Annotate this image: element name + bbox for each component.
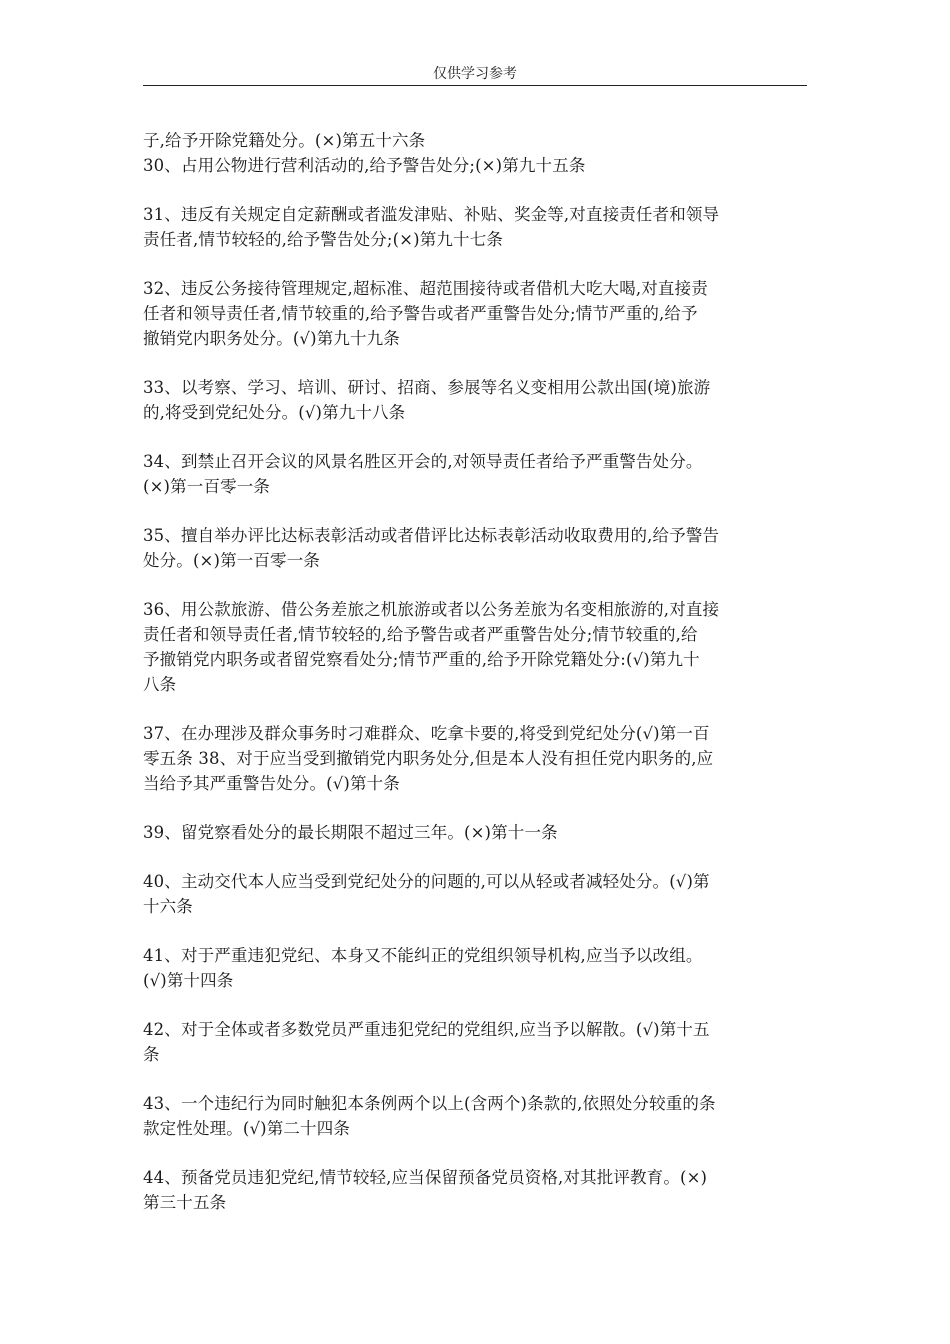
- paragraph-line: 第三十五条: [143, 1193, 227, 1212]
- paragraph: [143, 202, 809, 252]
- paragraph-line: 44、预备党员违犯党纪,情节较轻,应当保留预备党员资格,对其批评教育。(×): [143, 1168, 708, 1187]
- paragraph-line: 34、到禁止召开会议的风景名胜区开会的,对领导责任者给予严重警告处分。: [143, 452, 703, 471]
- paragraph-line: 35、擅自举办评比达标表彰活动或者借评比达标表彰活动收取费用的,给予警告: [143, 526, 720, 545]
- paragraph: [143, 1165, 809, 1215]
- header-divider: [143, 85, 807, 86]
- paragraph-line: 43、一个违纪行为同时触犯本条例两个以上(含两个)条款的,依照处分较重的条: [143, 1094, 716, 1113]
- paragraph: [143, 128, 809, 178]
- paragraph-line: 条: [143, 1045, 160, 1064]
- paragraph-line: 33、以考察、学习、培训、研讨、招商、参展等名义变相用公款出国(境)旅游: [143, 378, 711, 397]
- paragraph-line: 子,给予开除党籍处分。(×)第五十六条: [143, 131, 426, 150]
- paragraph-line: 42、对于全体或者多数党员严重违犯党纪的党组织,应当予以解散。(√)第十五: [143, 1020, 710, 1039]
- paragraph-line: 任者和领导责任者,情节较重的,给予警告或者严重警告处分;情节严重的,给予: [143, 304, 698, 323]
- paragraph-line: 39、留党察看处分的最长期限不超过三年。(×)第十一条: [143, 823, 558, 842]
- paragraph-line: 37、在办理涉及群众事务时刁难群众、吃拿卡要的,将受到党纪处分(√)第一百: [143, 724, 710, 743]
- paragraph: [143, 597, 809, 697]
- paragraph-line: 的,将受到党纪处分。(√)第九十八条: [143, 403, 406, 422]
- paragraph-line: 当给予其严重警告处分。(√)第十条: [143, 774, 400, 793]
- paragraph-line: (×)第一百零一条: [143, 477, 271, 496]
- paragraph-line: 36、用公款旅游、借公务差旅之机旅游或者以公务差旅为名变相旅游的,对直接: [143, 600, 720, 619]
- paragraph: [143, 523, 809, 573]
- paragraph: [143, 820, 809, 845]
- paragraph-line: 31、违反有关规定自定薪酬或者滥发津贴、补贴、奖金等,对直接责任者和领导: [143, 205, 720, 224]
- paragraph-line: 款定性处理。(√)第二十四条: [143, 1119, 350, 1138]
- paragraph-line: 予撤销党内职务或者留党察看处分;情节严重的,给予开除党籍处分:(√)第九十: [143, 650, 700, 669]
- paragraph: [143, 449, 809, 499]
- page-header: 仅供学习参考: [433, 66, 517, 82]
- paragraph: [143, 869, 809, 919]
- paragraph: [143, 1091, 809, 1141]
- paragraph-line: 责任者和领导责任者,情节较轻的,给予警告或者严重警告处分;情节较重的,给: [143, 625, 698, 644]
- paragraph-line: (√)第十四条: [143, 971, 234, 990]
- document-body: [143, 128, 809, 1239]
- paragraph-line: 撤销党内职务处分。(√)第九十九条: [143, 329, 400, 348]
- paragraph-line: 十六条: [143, 897, 193, 916]
- paragraph: [143, 721, 809, 796]
- paragraph: [143, 276, 809, 351]
- paragraph-line: 40、主动交代本人应当受到党纪处分的问题的,可以从轻或者减轻处分。(√)第: [143, 872, 710, 891]
- paragraph: [143, 1017, 809, 1067]
- paragraph: [143, 375, 809, 425]
- paragraph-line: 责任者,情节较轻的,给予警告处分;(×)第九十七条: [143, 230, 503, 249]
- paragraph-line: 零五条 38、对于应当受到撤销党内职务处分,但是本人没有担任党内职务的,应: [143, 749, 714, 768]
- paragraph: [143, 943, 809, 993]
- paragraph-line: 八条: [143, 675, 177, 694]
- paragraph-line: 41、对于严重违犯党纪、本身又不能纠正的党组织领导机构,应当予以改组。: [143, 946, 703, 965]
- paragraph-line: 32、违反公务接待管理规定,超标准、超范围接待或者借机大吃大喝,对直接责: [143, 279, 708, 298]
- paragraph-line: 30、占用公物进行营利活动的,给予警告处分;(×)第九十五条: [143, 156, 586, 175]
- paragraph-line: 处分。(×)第一百零一条: [143, 551, 320, 570]
